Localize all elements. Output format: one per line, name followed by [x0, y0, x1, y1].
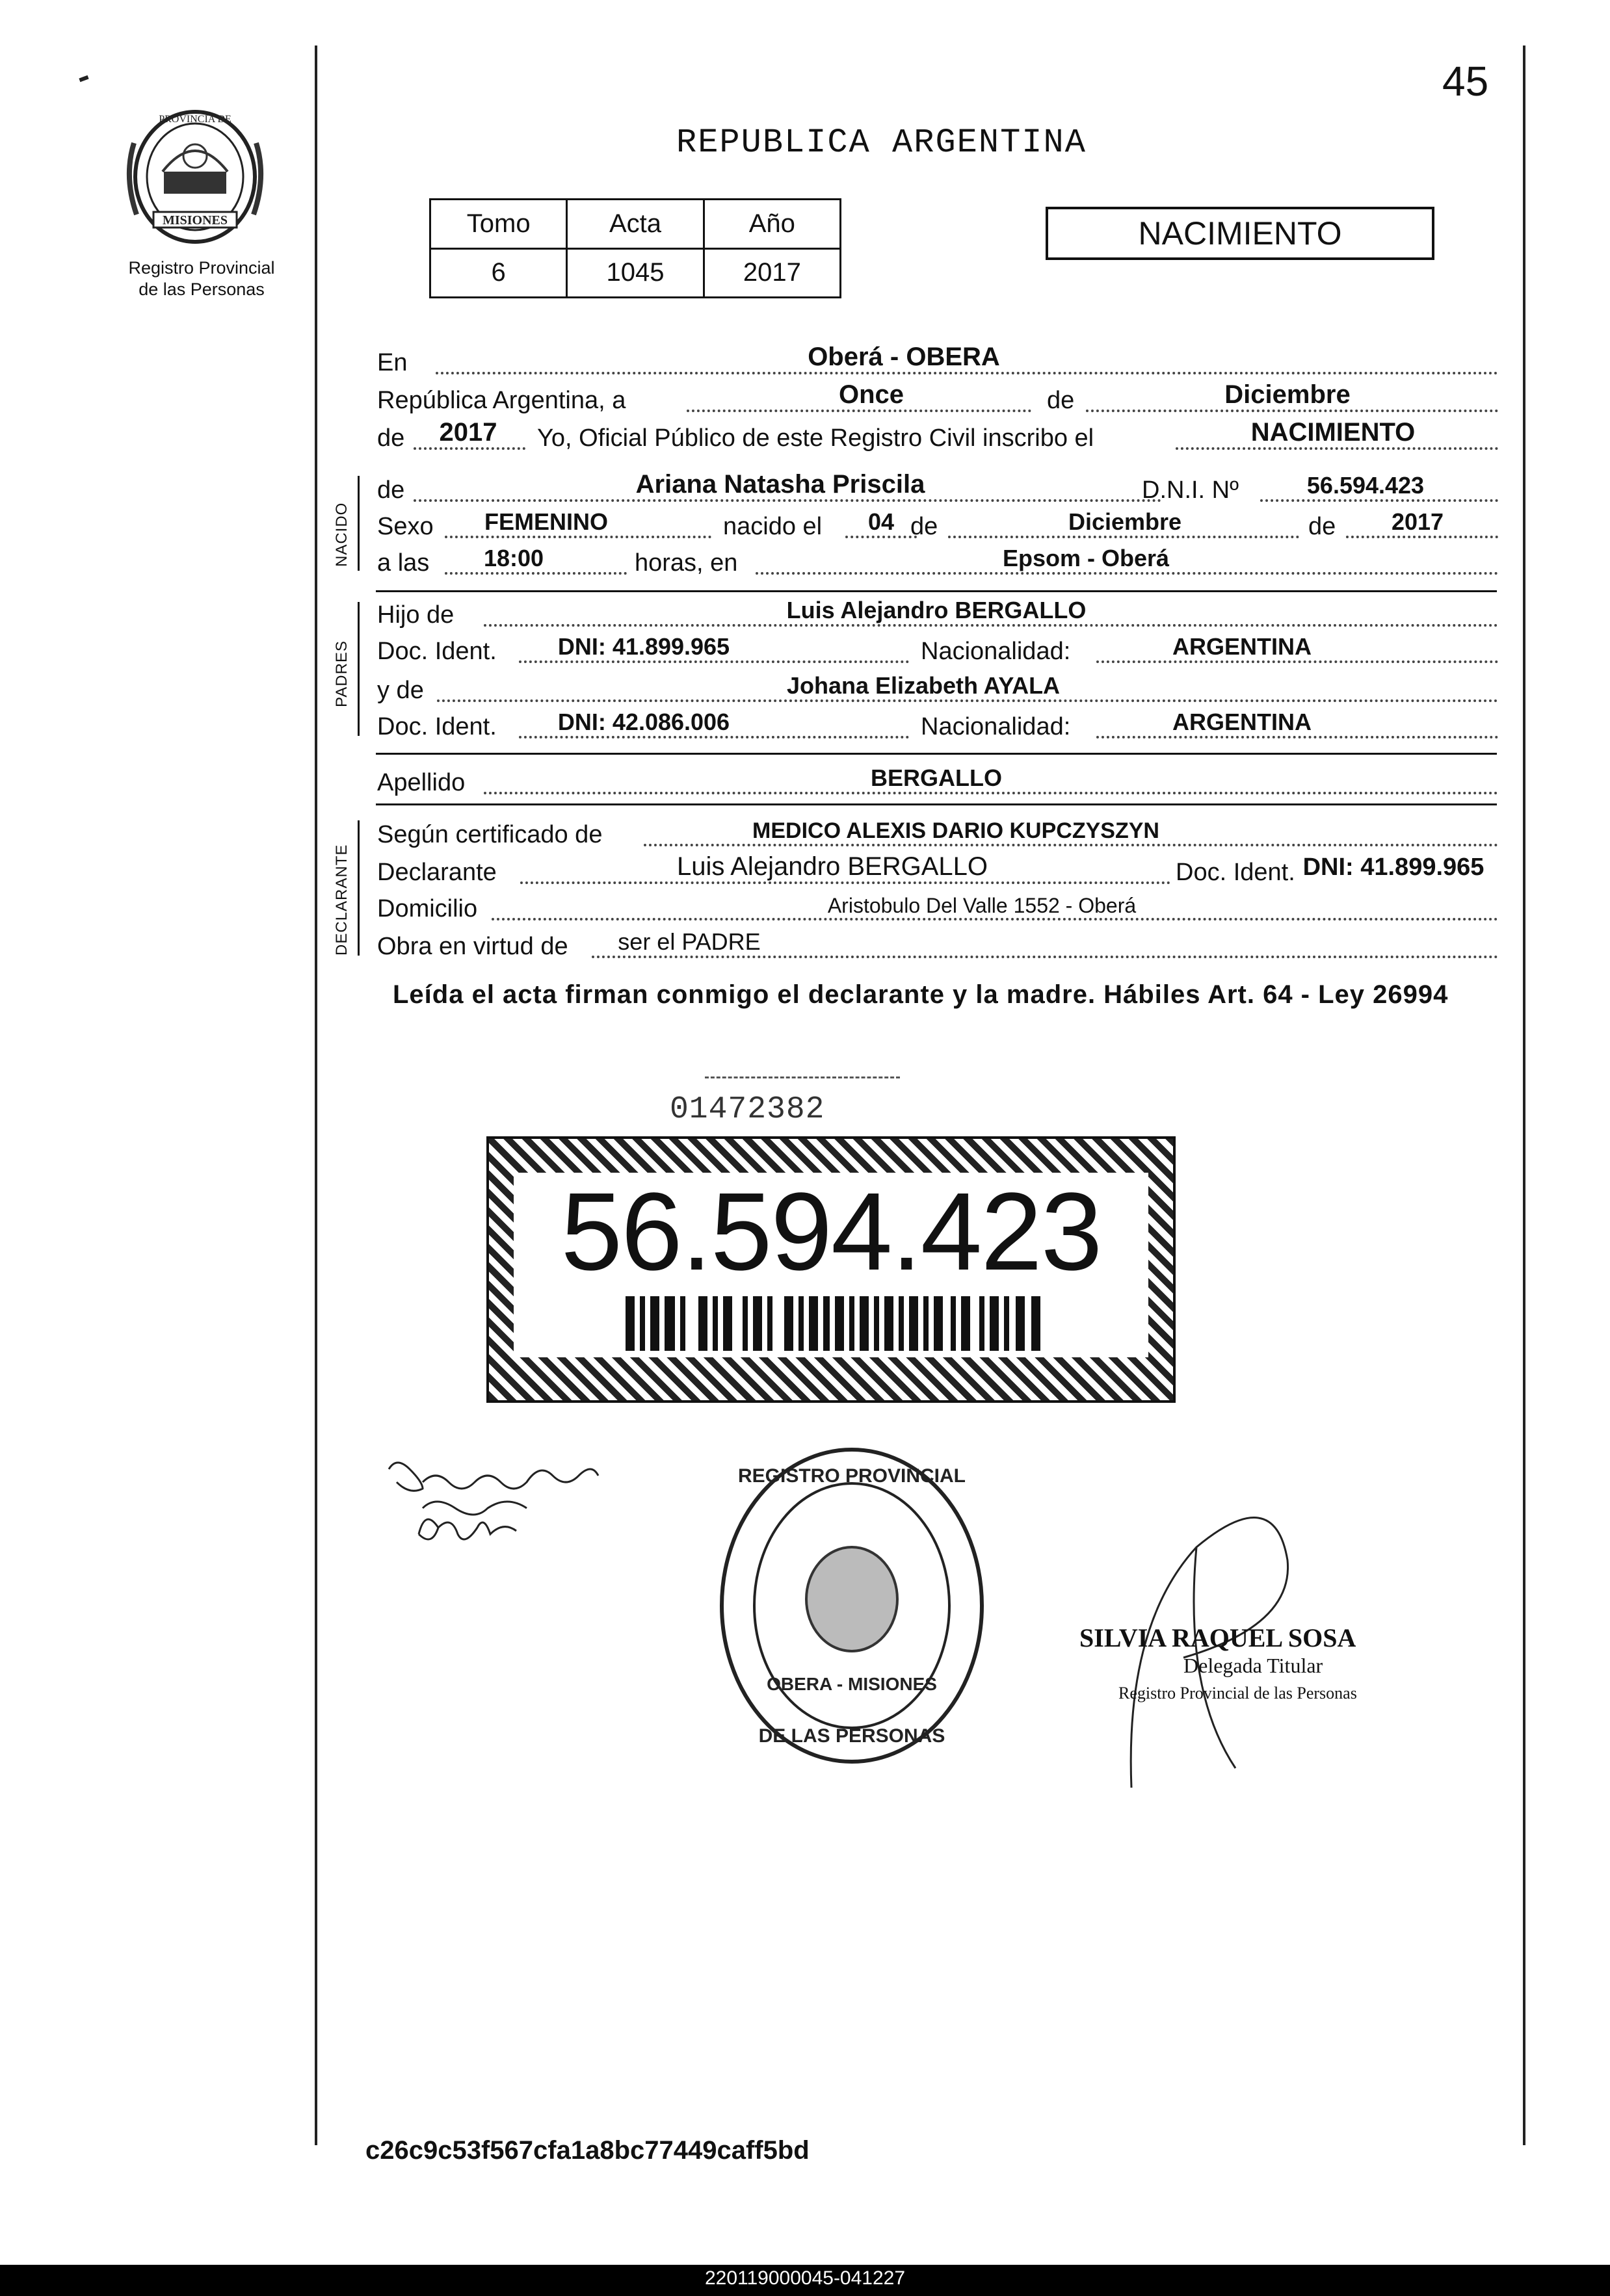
sticker-number: 56.594.423	[561, 1170, 1102, 1294]
section-separator	[376, 803, 1497, 805]
padres-label: PADRES	[333, 640, 350, 707]
birth-year: 2017	[1391, 508, 1444, 535]
row-republica	[377, 382, 1498, 417]
signer-role: Delegada Titular	[1183, 1654, 1323, 1677]
left-margin-line	[315, 46, 317, 2145]
declarante-row-label: Declarante	[377, 859, 497, 886]
doc-ident-label: Doc. Ident.	[377, 713, 497, 740]
dotted-line	[519, 736, 909, 738]
de-label: de	[1047, 387, 1075, 414]
nacionalidad-label: Nacionalidad:	[921, 713, 1071, 740]
horas-label: horas, en	[635, 549, 738, 577]
anio-value: 2017	[704, 248, 840, 298]
republica-label: República Argentina, a	[377, 387, 626, 414]
row-certificado	[377, 816, 1498, 852]
dotted-line	[519, 660, 909, 663]
row-domicilio	[377, 891, 1498, 926]
barcode-graphic	[626, 1296, 1042, 1351]
right-margin-line	[1523, 46, 1525, 2145]
dotted-line	[644, 844, 1498, 846]
dotted-line	[520, 881, 1170, 884]
row-madre-doc	[377, 709, 1498, 744]
dotted-line	[687, 410, 1031, 412]
dotted-line	[756, 572, 1498, 575]
official-seal	[709, 1437, 995, 1775]
stamp-code: 01472382	[670, 1092, 825, 1127]
padres-bracket	[358, 602, 360, 736]
act-value: NACIMIENTO	[1250, 418, 1416, 447]
svg-text:OBERA - MISIONES: OBERA - MISIONES	[767, 1674, 937, 1694]
signer-name: SILVIA RAQUEL SOSA	[1079, 1623, 1356, 1652]
mother-nationality: ARGENTINA	[1172, 709, 1312, 735]
dotted-line	[1260, 499, 1498, 502]
en-label: En	[377, 349, 408, 376]
closing-statement: Leída el acta firman conmigo el declarante y la madre. Hábiles Art. 64 - Ley 26994	[393, 980, 1449, 1009]
dotted-line	[436, 372, 1498, 374]
dotted-line	[1096, 736, 1498, 738]
de-label: de	[1308, 513, 1336, 540]
dotted-line	[484, 792, 1498, 794]
svg-text:DE LAS PERSONAS: DE LAS PERSONAS	[758, 1725, 945, 1747]
place-value: Oberá - OBERA	[808, 343, 1000, 371]
registry-label-line-1: Registro Provincial	[128, 258, 275, 278]
signer-office: Registro Provincial de las Personas	[1118, 1684, 1357, 1702]
registry-label	[104, 257, 299, 300]
footer-id: 220119000045-041227	[704, 2267, 906, 2289]
dotted-line	[948, 536, 1299, 538]
svg-text:PROVINCIA DE: PROVINCIA DE	[159, 114, 231, 125]
surname-value: BERGALLO	[871, 764, 1002, 791]
birth-hour: 18:00	[483, 545, 544, 571]
registry-logo	[117, 104, 273, 254]
child-dni: 56.594.423	[1306, 472, 1425, 499]
section-separator	[376, 590, 1497, 592]
oficial-text: Yo, Oficial Público de este Registro Civil inscribo el	[537, 424, 1094, 452]
parent-signature-2	[412, 1502, 529, 1554]
dotted-line	[484, 624, 1498, 627]
sex-value: FEMENINO	[484, 508, 608, 535]
certificado-label: Según certificado de	[377, 821, 603, 848]
section-separator	[376, 753, 1497, 755]
obra-label: Obra en virtud de	[377, 933, 568, 960]
dotted-line	[845, 536, 917, 538]
father-doc: DNI: 41.899.965	[557, 633, 730, 660]
sticker-inner	[514, 1170, 1148, 1357]
apellido-label: Apellido	[377, 769, 466, 796]
mother-name: Johana Elizabeth AYALA	[786, 672, 1061, 699]
birth-month: Diciembre	[1068, 508, 1182, 535]
dotted-line	[445, 572, 627, 575]
de-label: de	[377, 424, 405, 452]
month-value: Diciembre	[1224, 380, 1351, 409]
row-obra	[377, 928, 1498, 963]
tomo-value: 6	[430, 248, 567, 298]
nacido-label: NACIDO	[333, 502, 350, 567]
tomo-header: Tomo	[430, 200, 567, 249]
id-sticker	[486, 1136, 1176, 1403]
declarant-name: Luis Alejandro BERGALLO	[676, 852, 988, 881]
row-padre-doc	[377, 633, 1498, 668]
document-hash: c26c9c53f567cfa1a8bc77449caff5bd	[365, 2136, 810, 2165]
dotted-line	[592, 956, 1498, 958]
dotted-line	[437, 699, 1498, 702]
row-sexo	[377, 508, 1498, 543]
dotted-line	[414, 499, 1161, 502]
record-type-box: NACIMIENTO	[1046, 207, 1434, 260]
father-name: Luis Alejandro BERGALLO	[786, 597, 1087, 623]
doc-ident-label: Doc. Ident.	[1176, 859, 1295, 886]
row-hora	[377, 545, 1498, 580]
svg-text:MISIONES: MISIONES	[162, 213, 228, 228]
row-madre	[377, 672, 1498, 707]
row-apellido	[377, 764, 1498, 800]
dotted-line	[414, 447, 525, 450]
declarante-bracket	[358, 820, 360, 956]
a-las-label: a las	[377, 549, 430, 577]
nacionalidad-label: Nacionalidad:	[921, 638, 1071, 665]
declarante-label: DECLARANTE	[333, 844, 350, 956]
de-label: de	[377, 476, 405, 504]
day-value: Once	[838, 380, 904, 409]
svg-text:REGISTRO PROVINCIAL: REGISTRO PROVINCIAL	[737, 1465, 966, 1487]
address-value: Aristobulo Del Valle 1552 - Oberá	[827, 894, 1137, 917]
row-en	[377, 345, 1498, 380]
birth-day: 04	[867, 508, 895, 535]
mother-doc: DNI: 42.086.006	[557, 709, 730, 735]
doc-ident-label: Doc. Ident.	[377, 638, 497, 665]
anio-header: Año	[704, 200, 840, 249]
dotted-line	[1086, 410, 1498, 412]
corner-mark	[79, 75, 88, 82]
hijo-de-label: Hijo de	[377, 601, 455, 629]
nacido-bracket	[358, 476, 360, 571]
row-anio	[377, 420, 1498, 455]
row-declarante	[377, 854, 1498, 889]
y-de-label: y de	[377, 677, 424, 704]
certificate-issuer: MEDICO ALEXIS DARIO KUPCZYSZYN	[752, 818, 1159, 843]
declarant-doc: DNI: 41.899.965	[1302, 854, 1485, 881]
country-title: REPUBLICA ARGENTINA	[676, 124, 1087, 162]
acta-header: Acta	[567, 200, 704, 249]
dotted-line	[445, 536, 711, 538]
sexo-label: Sexo	[377, 513, 434, 540]
father-nationality: ARGENTINA	[1172, 633, 1312, 660]
domicilio-label: Domicilio	[377, 895, 478, 922]
page-number: 45	[1442, 58, 1489, 105]
dotted-line	[1346, 536, 1498, 538]
acta-value: 1045	[567, 248, 704, 298]
de-label: de	[910, 513, 938, 540]
dotted-line	[1096, 660, 1498, 663]
capacity-value: ser el PADRE	[618, 928, 761, 955]
dni-label: D.N.I. Nº	[1142, 476, 1239, 504]
year-value: 2017	[439, 418, 497, 447]
dotted-line	[1176, 447, 1498, 450]
reference-table	[429, 198, 841, 298]
birth-place: Epsom - Oberá	[1002, 545, 1170, 571]
registry-label-line-2: de las Personas	[139, 280, 265, 299]
stamp-dashes	[705, 1076, 900, 1078]
nacido-el-label: nacido el	[723, 513, 823, 540]
row-padre	[377, 597, 1498, 632]
dotted-line	[492, 918, 1498, 920]
child-name: Ariana Natasha Priscila	[635, 470, 925, 499]
row-nombre	[377, 472, 1498, 507]
